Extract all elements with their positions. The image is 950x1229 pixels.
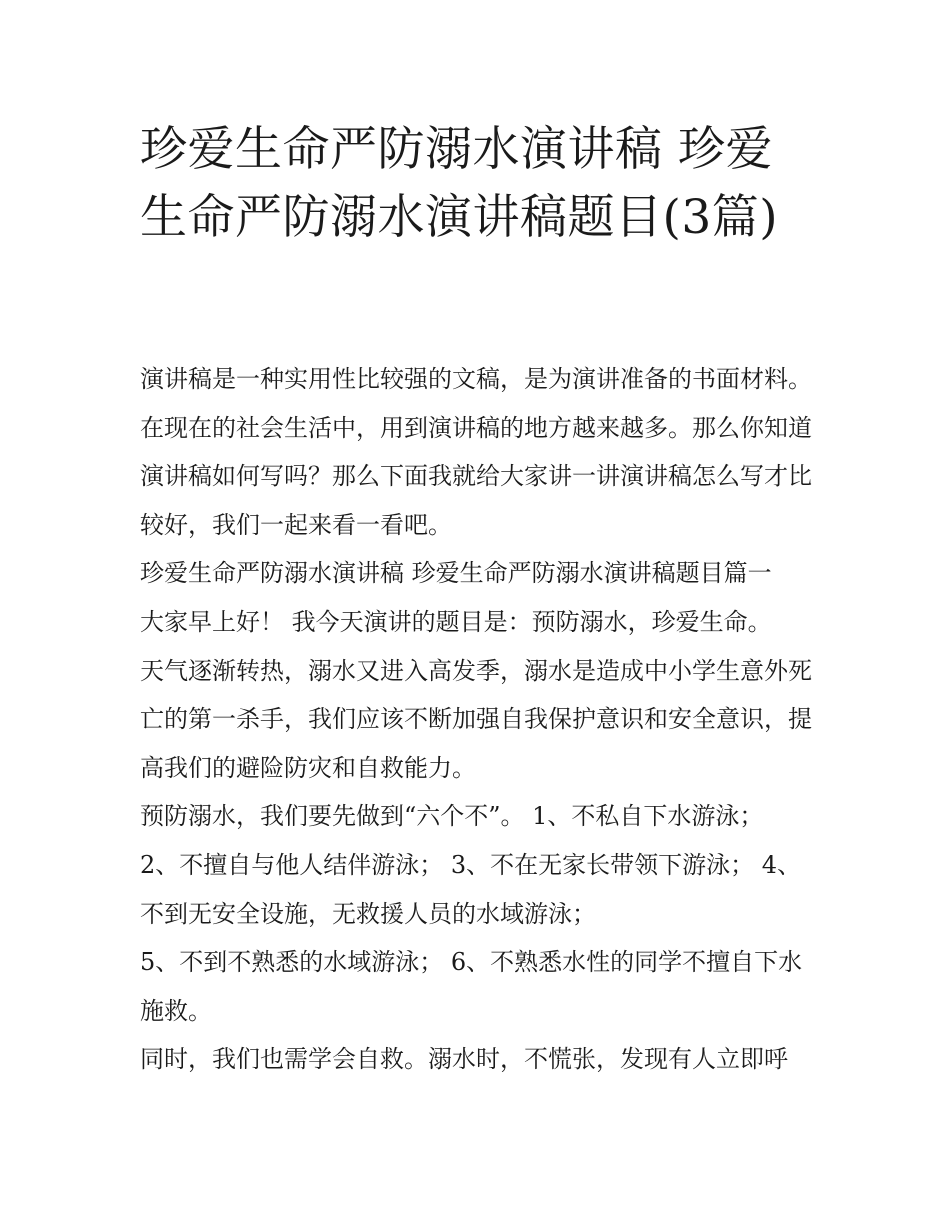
paragraph-intro: 演讲稿是一种实用性比较强的文稿，是为演讲准备的书面材料。在现在的社会生活中，用到演讲稿的地方越来越多。那么你知道演讲稿如何写吗？那么下面我就给大家讲一讲演讲稿怎么写才比较好，我们一起来看一看吧。 xyxy=(140,365,812,539)
paragraph-self-rescue: 同时，我们也需学会自救。溺水时，不慌张，发现有人立即呼 xyxy=(140,1045,788,1074)
paragraph-weather: 天气逐渐转热，溺水又进入高发季，溺水是造成中小学生意外死亡的第一杀手，我们应该不断加强自我保护意识和安全意识，提高我们的避险防灾和自救能力。 xyxy=(140,656,812,782)
paragraph-section-heading: 珍爱生命严防溺水演讲稿 珍爱生命严防溺水演讲稿题目篇一 xyxy=(140,559,772,588)
document-title: 珍爱生命严防溺水演讲稿 珍爱生命严防溺水演讲稿题目(3篇) xyxy=(140,122,779,245)
paragraph-greeting: 大家早上好！ 我今天演讲的题目是：预防溺水，珍爱生命。 xyxy=(140,607,772,636)
paragraph-rules-2-4: 2、不擅自与他人结伴游泳； 3、不在无家长带领下游泳； 4、不到无安全设施，无救援人员的水域游泳； xyxy=(140,850,802,928)
paragraph-six-rules: 预防溺水，我们要先做到“六个不”。 1、不私自下水游泳； xyxy=(140,802,764,831)
paragraph-rules-5-6: 5、不到不熟悉的水域游泳； 6、不熟悉水性的同学不擅自下水施救。 xyxy=(140,948,803,1025)
document-body xyxy=(140,355,816,1084)
